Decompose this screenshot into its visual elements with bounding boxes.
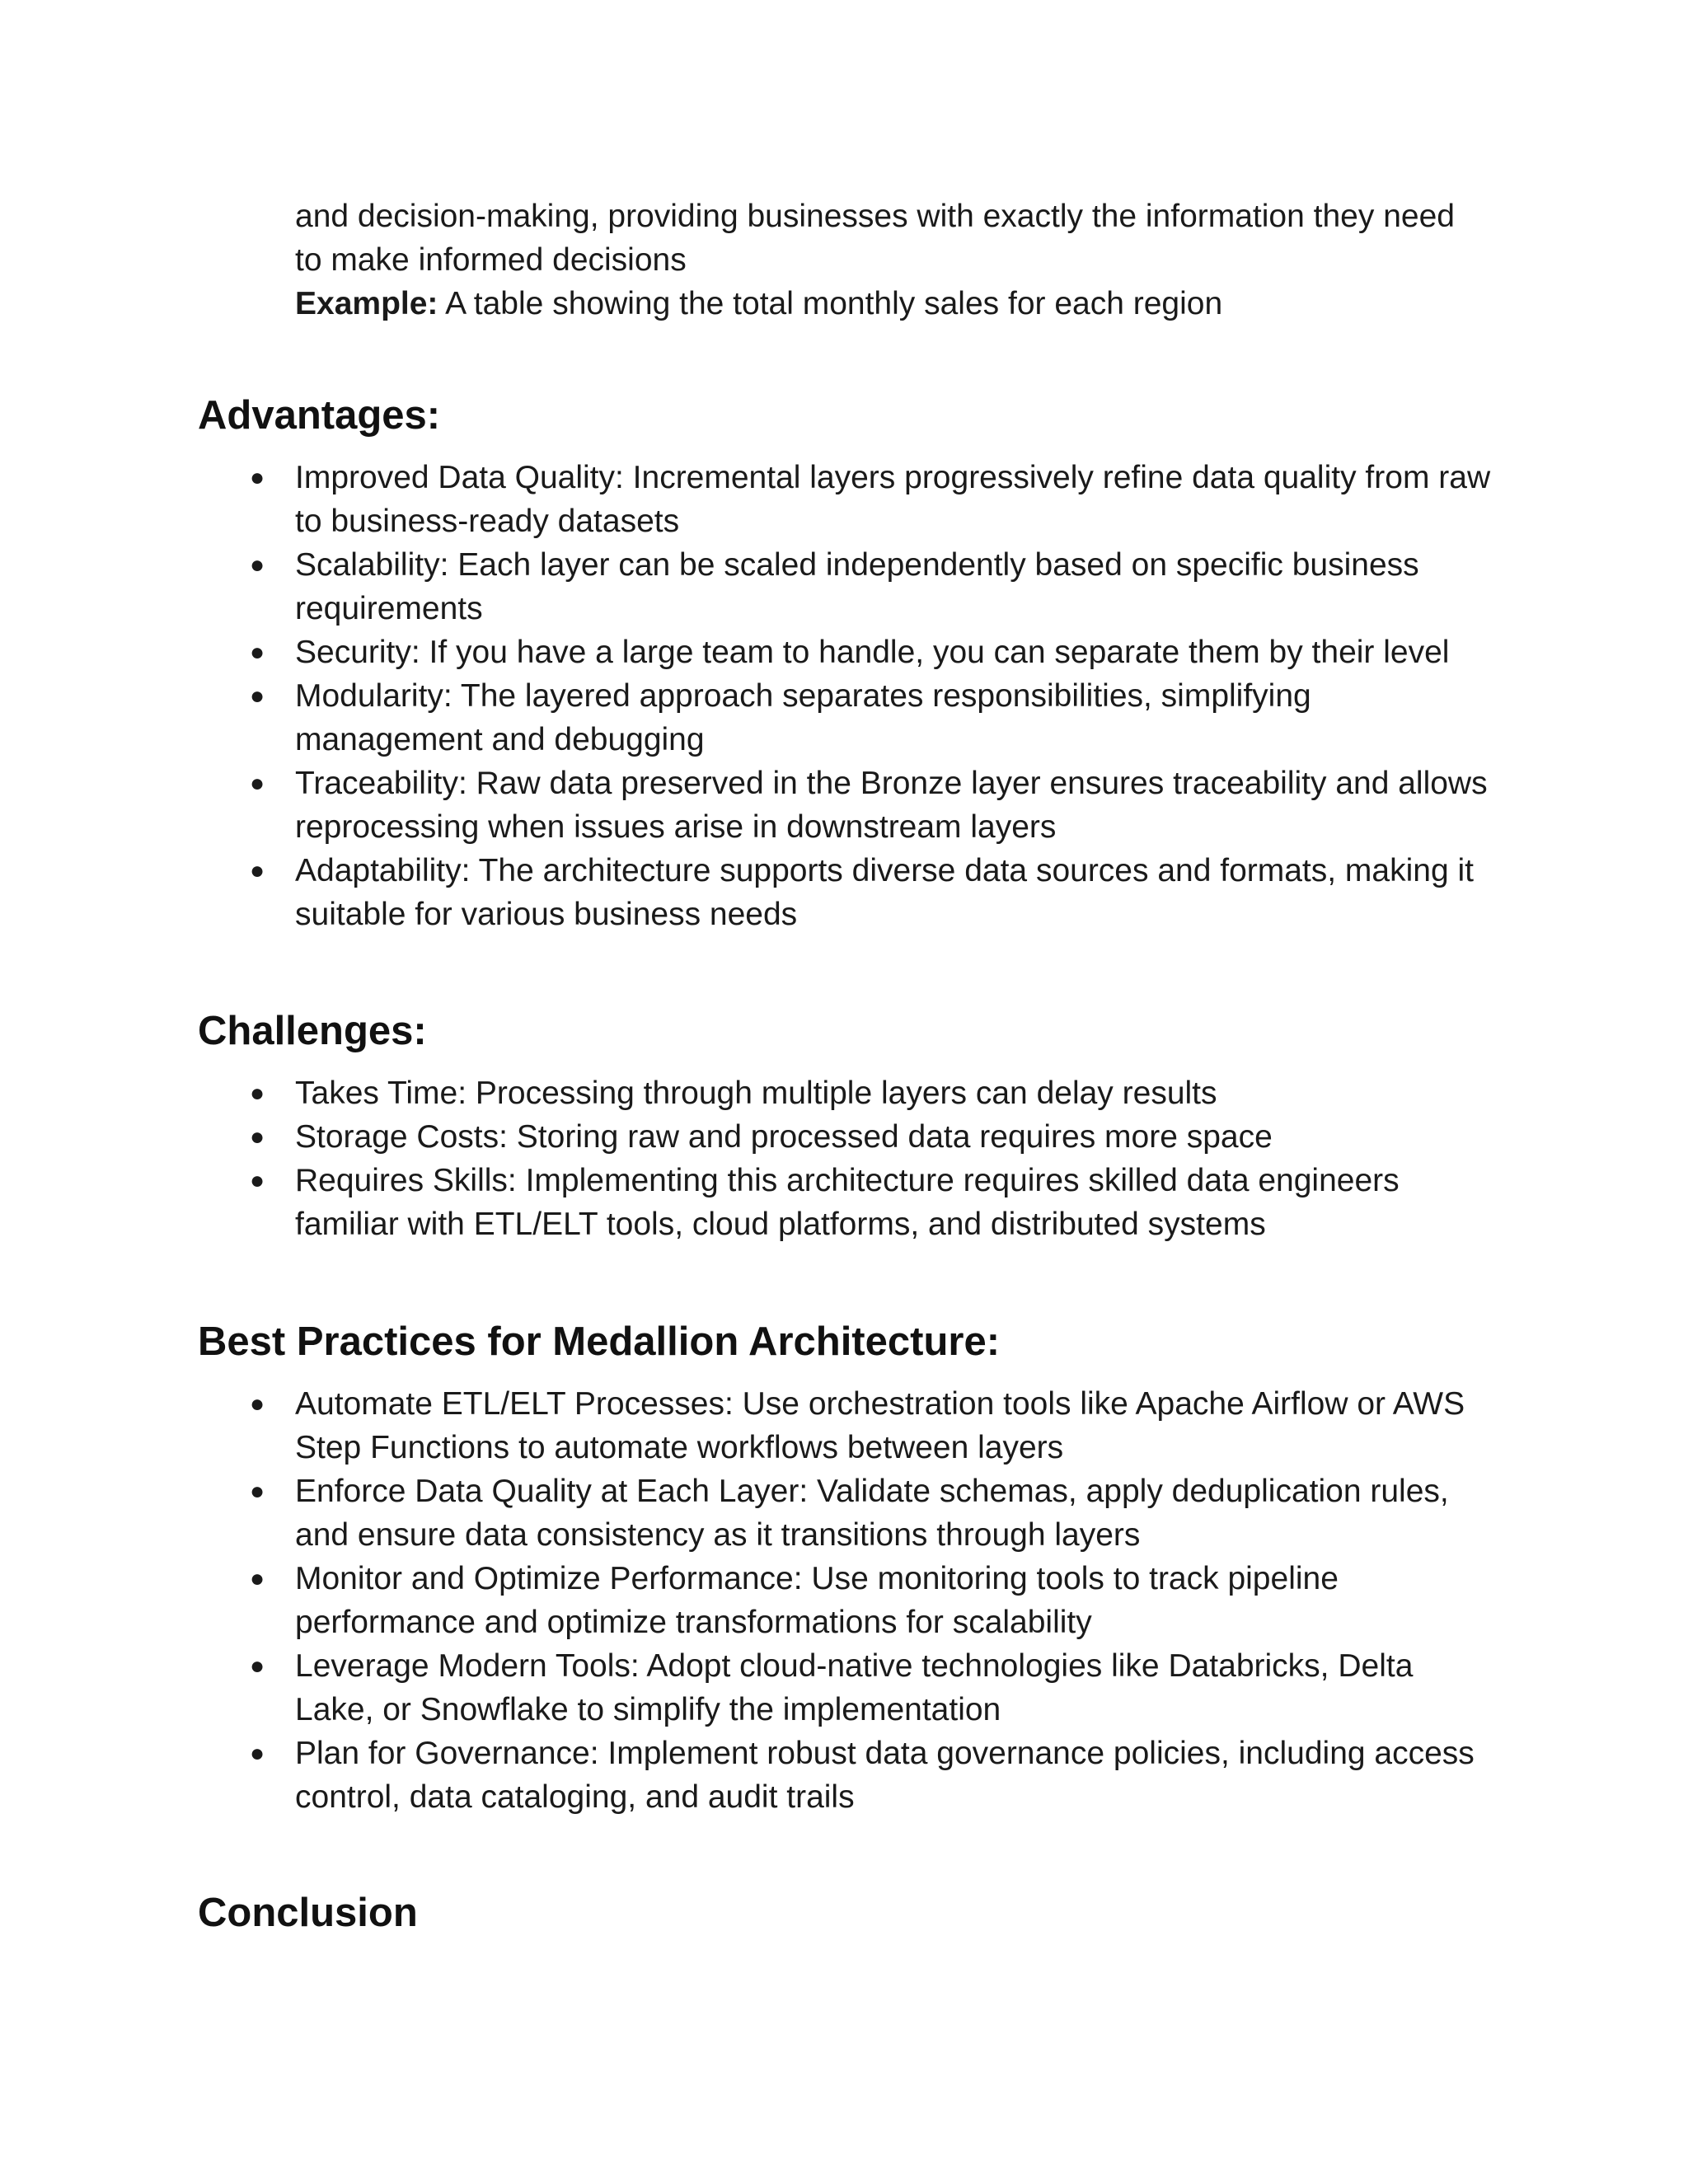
- bullet-icon: ●: [250, 1167, 265, 1194]
- bullet-icon: ●: [250, 1565, 265, 1592]
- example-label: Example:: [295, 286, 438, 321]
- example-line: [295, 282, 1490, 326]
- list-item-text: Leverage Modern Tools: Adopt cloud-native technologies like Databricks, Delta Lake, or Snowflake to simplify the implementation: [295, 1648, 1414, 1727]
- list-item-text: Scalability: Each layer can be scaled independently based on specific business requirements: [295, 547, 1419, 626]
- list-item: [198, 1071, 1500, 1115]
- conclusion-heading: Conclusion: [198, 1891, 418, 1935]
- bullet-icon: ●: [250, 551, 265, 579]
- bullet-icon: ●: [250, 1080, 265, 1107]
- list-item-text: Modularity: The layered approach separates responsibilities, simplifying management and debugging: [295, 678, 1311, 757]
- challenges-list: [198, 1071, 1500, 1246]
- list-item-text: Improved Data Quality: Incremental layers progressively refine data quality from raw to business-ready datasets: [295, 460, 1491, 539]
- advantages-section: [198, 391, 1500, 936]
- intro-paragraph: and decision-making, providing businesses with exactly the information they need to make informed decisions: [295, 199, 1455, 278]
- list-item-text: Adaptability: The architecture supports diverse data sources and formats, making it suitable for various business needs: [295, 853, 1474, 932]
- list-item-text: Security: If you have a large team to handle, you can separate them by their level: [295, 635, 1450, 670]
- list-item: [198, 1382, 1500, 1469]
- bullet-icon: ●: [250, 639, 265, 666]
- bullet-icon: ●: [250, 1652, 265, 1680]
- list-item-text: Requires Skills: Implementing this architecture requires skilled data engineers familiar with ETL/ELT tools, cloud platforms, and distributed systems: [295, 1163, 1400, 1242]
- list-item: [198, 1115, 1500, 1159]
- list-item-text: Takes Time: Processing through multiple layers can delay results: [295, 1076, 1217, 1111]
- list-item: [198, 1557, 1500, 1644]
- list-item: [198, 1159, 1500, 1246]
- conclusion-section: [198, 1888, 1500, 1938]
- list-item-text: Traceability: Raw data preserved in the Bronze layer ensures traceability and allows reprocessing when issues arise in downstream layers: [295, 766, 1488, 845]
- list-item: [198, 543, 1500, 630]
- bullet-icon: ●: [250, 770, 265, 797]
- list-item-text: Enforce Data Quality at Each Layer: Validate schemas, apply deduplication rules, and ensure data consistency as it transitions through layers: [295, 1474, 1449, 1553]
- best-practices-section: [198, 1317, 1500, 1819]
- bullet-icon: ●: [250, 857, 265, 884]
- advantages-list: [198, 456, 1500, 936]
- bullet-icon: ●: [250, 464, 265, 491]
- list-item-text: Plan for Governance: Implement robust data governance policies, including access control, data cataloging, and audit trails: [295, 1736, 1475, 1815]
- bullet-icon: ●: [250, 1390, 265, 1418]
- list-item: [198, 630, 1500, 674]
- challenges-heading: Challenges:: [198, 1009, 427, 1053]
- bullet-icon: ●: [250, 1478, 265, 1505]
- list-item-text: Automate ETL/ELT Processes: Use orchestration tools like Apache Airflow or AWS Step Functions to automate workflows between layers: [295, 1386, 1465, 1465]
- list-item: [198, 456, 1500, 543]
- best-practices-list: [198, 1382, 1500, 1819]
- example-text: A table showing the total monthly sales for each region: [438, 286, 1223, 321]
- bullet-icon: ●: [250, 682, 265, 710]
- challenges-section: [198, 1006, 1500, 1246]
- list-item: [198, 1469, 1500, 1557]
- intro-block: [295, 194, 1490, 326]
- bullet-icon: ●: [250, 1740, 265, 1767]
- list-item: [198, 762, 1500, 849]
- best-practices-heading: Best Practices for Medallion Architecture:: [198, 1319, 1001, 1364]
- list-item-text: Storage Costs: Storing raw and processed data requires more space: [295, 1119, 1273, 1155]
- bullet-icon: ●: [250, 1123, 265, 1151]
- list-item: [198, 1732, 1500, 1819]
- list-item: [198, 1644, 1500, 1732]
- advantages-heading: Advantages:: [198, 393, 441, 438]
- list-item-text: Monitor and Optimize Performance: Use monitoring tools to track pipeline performance and optimize transformations for scalability: [295, 1561, 1339, 1640]
- list-item: [198, 849, 1500, 936]
- list-item: [198, 674, 1500, 762]
